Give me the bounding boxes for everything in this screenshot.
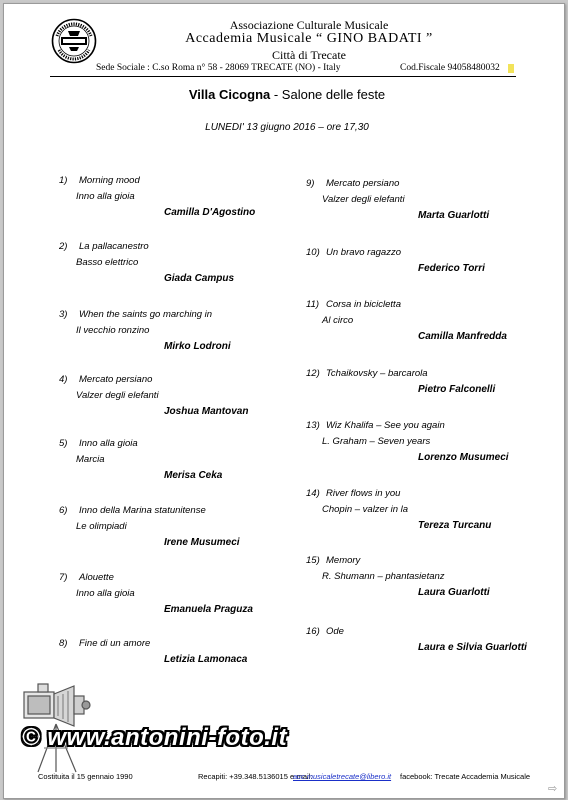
performer-name: Merisa Ceka <box>164 470 223 481</box>
venue-title <box>4 87 568 102</box>
piece-title: Inno alla gioia <box>76 191 135 202</box>
program-item <box>306 178 546 248</box>
performer-name: Laura Guarlotti <box>418 587 490 598</box>
address-line <box>50 63 516 77</box>
performer-name: Marta Guarlotti <box>418 210 490 221</box>
program-number: 1) <box>59 175 68 186</box>
facebook-page: facebook: Trecate Accademia Musicale <box>400 772 531 781</box>
piece-title: Fine di un amore <box>79 638 151 649</box>
program-item <box>59 241 299 311</box>
program-item <box>306 420 546 490</box>
program-number: 6) <box>59 505 68 516</box>
performer-name: Giada Campus <box>164 273 235 284</box>
performer-name: Irene Musumeci <box>164 537 240 548</box>
piece-title: Alouette <box>79 572 114 583</box>
tax-code: Cod.Fiscale 94058480032 <box>400 63 500 73</box>
performer-name: Emanuela Praguza <box>164 604 253 615</box>
program-item <box>59 374 299 444</box>
piece-title: Tchaikovsky – barcarola <box>326 368 428 379</box>
association-name: Associazione Culturale Musicale <box>229 18 389 32</box>
program-item <box>59 175 299 245</box>
event-date: LUNEDI' 13 giugno 2016 – ore 17,30 <box>205 122 369 133</box>
next-page-arrow-icon[interactable]: ⇨ <box>548 783 558 795</box>
contact-phone: Recapiti: +39.348.5136015 e-mail: <box>198 772 313 781</box>
program-number: 2) <box>59 241 68 252</box>
email-link[interactable]: acc.musicaletrecate@libero.it <box>293 772 392 781</box>
academy-name: Accademia Musicale “ GINO BADATI ” <box>185 31 433 46</box>
performer-name: Joshua Mantovan <box>164 406 249 417</box>
program-item <box>59 572 299 642</box>
city-name: Città di Trecate <box>272 48 346 62</box>
piece-title: Inno alla gioia <box>76 588 135 599</box>
performer-name: Laura e Silvia Guarlotti <box>418 642 527 653</box>
performer-name: Federico Torri <box>418 263 485 274</box>
piece-title: Un bravo ragazzo <box>326 247 401 258</box>
piece-title: Morning mood <box>79 175 140 186</box>
piece-title: Al circo <box>322 315 354 326</box>
piece-title: L. Graham – Seven years <box>322 436 431 447</box>
performer-name: Mirko Lodroni <box>164 341 231 352</box>
piece-title: Inno della Marina statunitense <box>79 505 206 516</box>
program-number: 16) <box>306 626 320 637</box>
program-number: 14) <box>306 488 320 499</box>
program-number: 9) <box>306 178 315 189</box>
piece-title: Memory <box>326 555 361 566</box>
program-number: 7) <box>59 572 68 583</box>
vintage-camera-illustration <box>16 664 96 774</box>
program-item <box>59 438 299 508</box>
program-number: 13) <box>306 420 320 431</box>
piece-title: Ode <box>326 626 344 637</box>
piece-title: Mercato persiano <box>326 178 400 189</box>
piece-title: La pallacanestro <box>79 241 149 252</box>
program-number: 10) <box>306 247 320 258</box>
program-number: 4) <box>59 374 68 385</box>
piece-title: When the saints go marching in <box>79 309 213 320</box>
academy-seal-logo <box>51 18 97 64</box>
piece-title: Mercato persiano <box>79 374 153 385</box>
program-item <box>306 555 546 625</box>
program-number: 8) <box>59 638 68 649</box>
highlight-mark <box>508 64 514 73</box>
venue-name: Villa Cicogna <box>188 87 271 102</box>
piece-title: Basso elettrico <box>76 257 139 268</box>
founding-date: Costituita il 15 gennaio 1990 <box>38 772 133 781</box>
performer-name: Lorenzo Musumeci <box>418 452 509 463</box>
piece-title: Valzer degli elefanti <box>322 194 405 205</box>
program-number: 5) <box>59 438 68 449</box>
piece-title: Inno alla gioia <box>79 438 138 449</box>
copyright-watermark: © www.antonini-foto.it <box>22 724 288 751</box>
program-item <box>306 488 546 558</box>
headquarters-address: Sede Sociale : C.so Roma n° 58 - 28069 TRECATE (NO) - Italy <box>96 63 341 73</box>
piece-title: Marcia <box>76 454 105 465</box>
program-item <box>59 309 299 379</box>
program-number: 15) <box>306 555 320 566</box>
program-number: 12) <box>306 368 320 379</box>
piece-title: River flows in you <box>326 488 401 499</box>
performer-name: Camilla D'Agostino <box>164 207 256 218</box>
program-number: 3) <box>59 309 68 320</box>
program-item <box>306 626 546 696</box>
program-number: 11) <box>306 299 320 310</box>
performer-name: Camilla Manfredda <box>418 331 507 342</box>
piece-title: Il vecchio ronzino <box>76 325 150 336</box>
program-item <box>306 299 546 369</box>
piece-title: Le olimpiadi <box>76 521 127 532</box>
venue-room: - Salone delle feste <box>270 87 386 102</box>
piece-title: Valzer degli elefanti <box>76 390 159 401</box>
piece-title: Wiz Khalifa – See you again <box>326 420 445 431</box>
piece-title: Corsa in bicicletta <box>326 299 401 310</box>
performer-name: Pietro Falconelli <box>418 384 496 395</box>
piece-title: Chopin – valzer in la <box>322 504 409 515</box>
piece-title: R. Shumann – phantasietanz <box>322 571 445 582</box>
document-page <box>3 3 565 799</box>
program-item <box>59 505 299 575</box>
performer-name: Tereza Turcanu <box>418 520 492 531</box>
performer-name: Letizia Lamonaca <box>164 654 248 665</box>
